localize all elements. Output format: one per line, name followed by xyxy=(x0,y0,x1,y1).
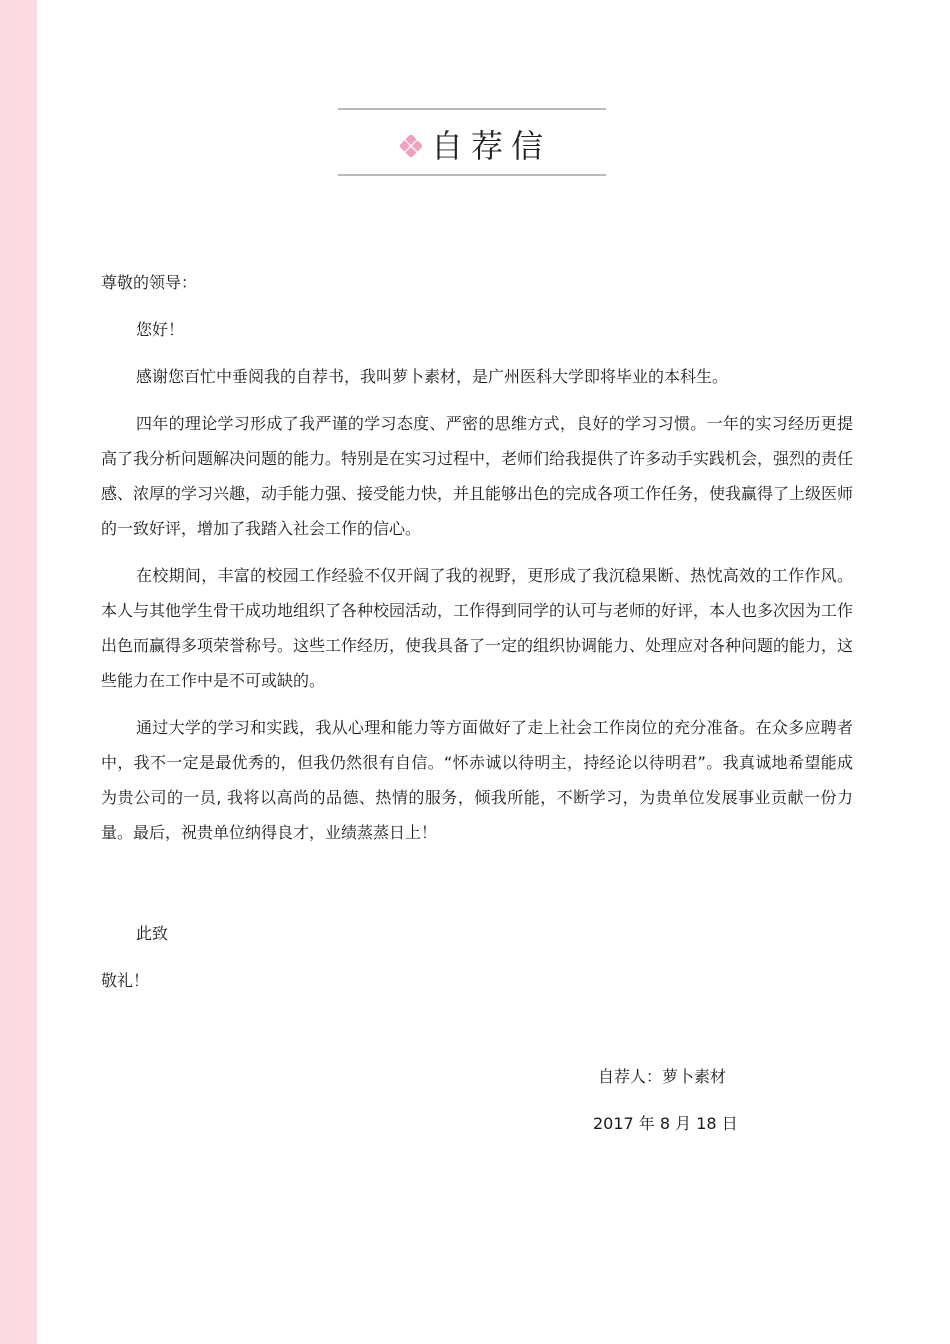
title-top-rule xyxy=(338,108,606,110)
conclusion-paragraph: 通过大学的学习和实践，我从心理和能力等方面做好了走上社会工作岗位的充分准备。在众多应聘者中，我不一定是最优秀的，但我仍然很有自信。“怀赤诚以待明主，持经论以待明君”。我真诚地希望能成为贵公司的一员, 我将以高尚的品德、热情的服务，倾我所能，不断学习，为贵单位发展事业贡献一份力量。最后，祝贵单位纳得良才，业绩蒸蒸日上！ xyxy=(101,718,853,842)
signature-date: 2017 年 8 月 18 日 xyxy=(593,1114,738,1133)
signer-line: 自荐人：萝卜素材 xyxy=(598,1067,727,1086)
closing-line-2: 敬礼！ xyxy=(101,971,150,990)
salutation: 尊敬的领导： xyxy=(101,273,198,292)
title-bottom-rule xyxy=(338,174,606,176)
intro-paragraph: 感谢您百忙中垂阅我的自荐书，我叫萝卜素材，是广州医科大学即将毕业的本科生。 xyxy=(136,367,729,386)
flower-diamond-icon xyxy=(400,135,422,157)
letter-body xyxy=(101,266,853,850)
study-paragraph: 四年的理论学习形成了我严谨的学习态度、严密的思维方式，良好的学习习惯。一年的实习经历更提高了我分析问题解决问题的能力。特别是在实习过程中，老师们给我提供了许多动手实践机会，强烈的责任感、浓厚的学习兴趣，动手能力强、接受能力快，并且能够出色的完成各项工作任务，使我赢得了上级医师的一致好评，增加了我踏入社会工作的信心。 xyxy=(101,414,854,538)
campus-paragraph: 在校期间，丰富的校园工作经验不仅开阔了我的视野，更形成了我沉稳果断、热忱高效的工作作风。本人与其他学生骨干成功地组织了各种校园活动，工作得到同学的认可与老师的好评，本人也多次因为工作出色而赢得多项荣誉称号。这些工作经历，使我具备了一定的组织协调能力、处理应对各种问题的能力，这些能力在工作中是不可或缺的。 xyxy=(101,566,854,690)
side-decoration-band xyxy=(0,0,37,1344)
title-block xyxy=(338,108,606,176)
greeting-paragraph: 您好！ xyxy=(136,320,185,339)
page-title: 自荐信 xyxy=(431,127,552,165)
closing-line-1: 此致 xyxy=(136,924,169,943)
